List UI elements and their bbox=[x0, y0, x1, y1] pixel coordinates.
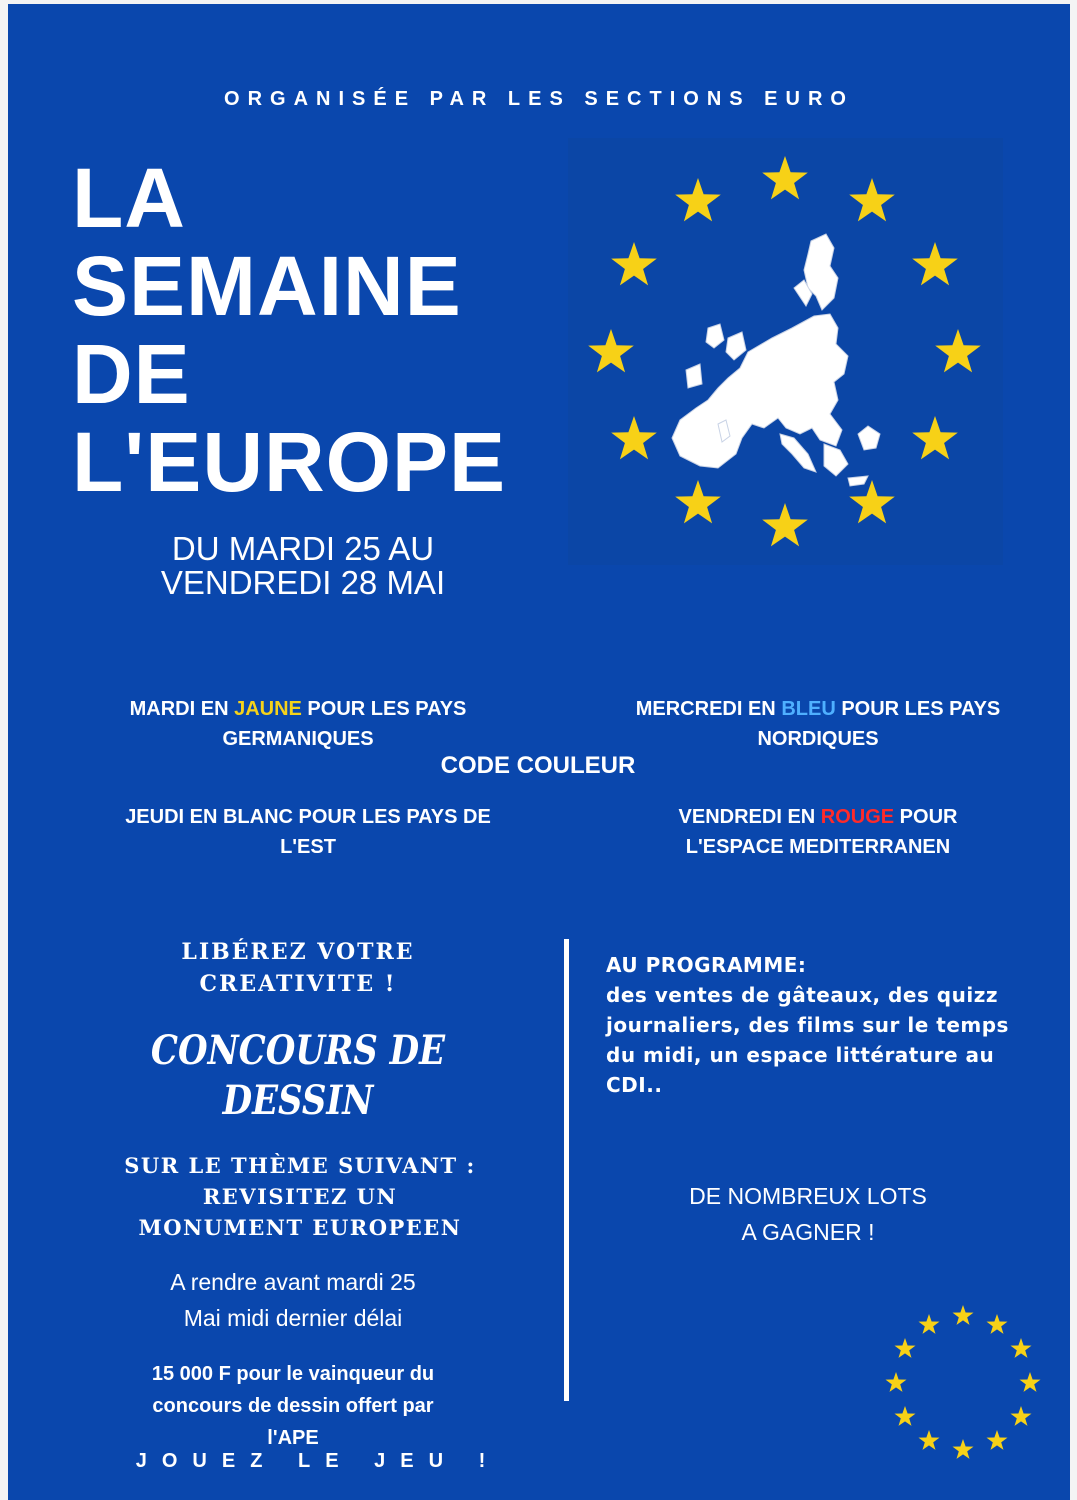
script-line1: CONCOURS DE bbox=[150, 1027, 446, 1074]
code-mardi bbox=[88, 694, 508, 754]
deadline-line1: A rendre avant mardi 25 bbox=[170, 1269, 416, 1295]
mercredi-post: POUR LES PAYS bbox=[835, 698, 1001, 720]
dates-line: DU MARDI 25 AU bbox=[171, 530, 435, 567]
dates-line: VENDREDI 28 MAI bbox=[160, 564, 446, 601]
theme-heading bbox=[108, 1150, 492, 1243]
prize-text bbox=[98, 1358, 488, 1454]
mardi-line2: GERMANIQUES bbox=[222, 728, 374, 750]
title-line: SEMAINE bbox=[72, 239, 462, 333]
mercredi-color-word: BLEU bbox=[781, 698, 836, 720]
programme-line: journaliers, des films sur le temps bbox=[606, 1013, 1009, 1037]
prize-line1: 15 000 F pour le vainqueur du bbox=[151, 1363, 435, 1385]
theme-line2: REVISITEZ UN bbox=[202, 1184, 398, 1209]
mardi-post: POUR LES PAYS bbox=[301, 698, 467, 720]
theme-line3: MONUMENT EUROPEEN bbox=[138, 1215, 462, 1240]
code-jeudi bbox=[88, 802, 528, 862]
programme-line: du midi, un espace littérature au bbox=[606, 1043, 995, 1067]
vendredi-line2: L'ESPACE MEDITERRANEN bbox=[685, 836, 951, 858]
mardi-color-word: JAUNE bbox=[234, 698, 302, 720]
programme-title: AU PROGRAMME: bbox=[606, 953, 807, 977]
vendredi-pre: VENDREDI EN bbox=[678, 806, 821, 828]
creativite-heading bbox=[128, 936, 468, 1000]
creativite-line2: CREATIVITE ! bbox=[199, 971, 397, 997]
script-line2: DESSIN bbox=[222, 1077, 374, 1124]
column-divider bbox=[564, 939, 569, 1401]
programme-block bbox=[606, 950, 1046, 1100]
lots-line2: A GAGNER ! bbox=[741, 1219, 875, 1245]
theme-line1: SUR LE THÈME SUIVANT : bbox=[124, 1153, 476, 1178]
deadline-line2: Mai midi dernier délai bbox=[183, 1305, 403, 1331]
title-line: DE bbox=[72, 327, 191, 421]
jeudi-line1: JEUDI EN BLANC POUR LES PAYS DE bbox=[125, 806, 491, 828]
eu-stars-icon bbox=[882, 1302, 1044, 1464]
mardi-pre: MARDI EN bbox=[129, 698, 235, 720]
prize-line2: concours de dessin offert par bbox=[152, 1395, 434, 1417]
poster bbox=[8, 4, 1070, 1500]
programme-line: des ventes de gâteaux, des quizz bbox=[606, 983, 998, 1007]
deadline-text bbox=[108, 1264, 478, 1336]
eu-flag-icon bbox=[568, 138, 1003, 565]
prize-line3: l'APE bbox=[267, 1427, 319, 1449]
mercredi-pre: MERCREDI EN bbox=[635, 698, 782, 720]
creativite-line1: LIBÉREZ VOTRE bbox=[181, 939, 415, 965]
mardi-line1 bbox=[88, 694, 508, 724]
title-line: L'EUROPE bbox=[72, 415, 507, 509]
footer-slogan: JOUEZ LE JEU ! bbox=[135, 1450, 501, 1472]
lots-text bbox=[608, 1178, 1008, 1250]
lots-line1: DE NOMBREUX LOTS bbox=[689, 1183, 927, 1209]
concours-script-title bbox=[145, 1026, 451, 1126]
programme-line: CDI.. bbox=[606, 1073, 663, 1097]
event-dates bbox=[108, 532, 498, 600]
vendredi-line1 bbox=[598, 802, 1038, 832]
vendredi-color-word: ROUGE bbox=[820, 806, 895, 828]
title-line: LA bbox=[72, 151, 186, 245]
mercredi-line2: NORDIQUES bbox=[757, 728, 879, 750]
organiser-kicker: ORGANISÉE PAR LES SECTIONS EURO bbox=[224, 88, 854, 110]
vendredi-post: POUR bbox=[894, 806, 958, 828]
code-couleur-title: CODE COULEUR bbox=[440, 752, 636, 779]
poster-title bbox=[72, 151, 592, 509]
jeudi-line2: L'EST bbox=[280, 836, 336, 858]
mercredi-line1 bbox=[588, 694, 1048, 724]
code-mercredi bbox=[588, 694, 1048, 754]
code-vendredi bbox=[598, 802, 1038, 862]
